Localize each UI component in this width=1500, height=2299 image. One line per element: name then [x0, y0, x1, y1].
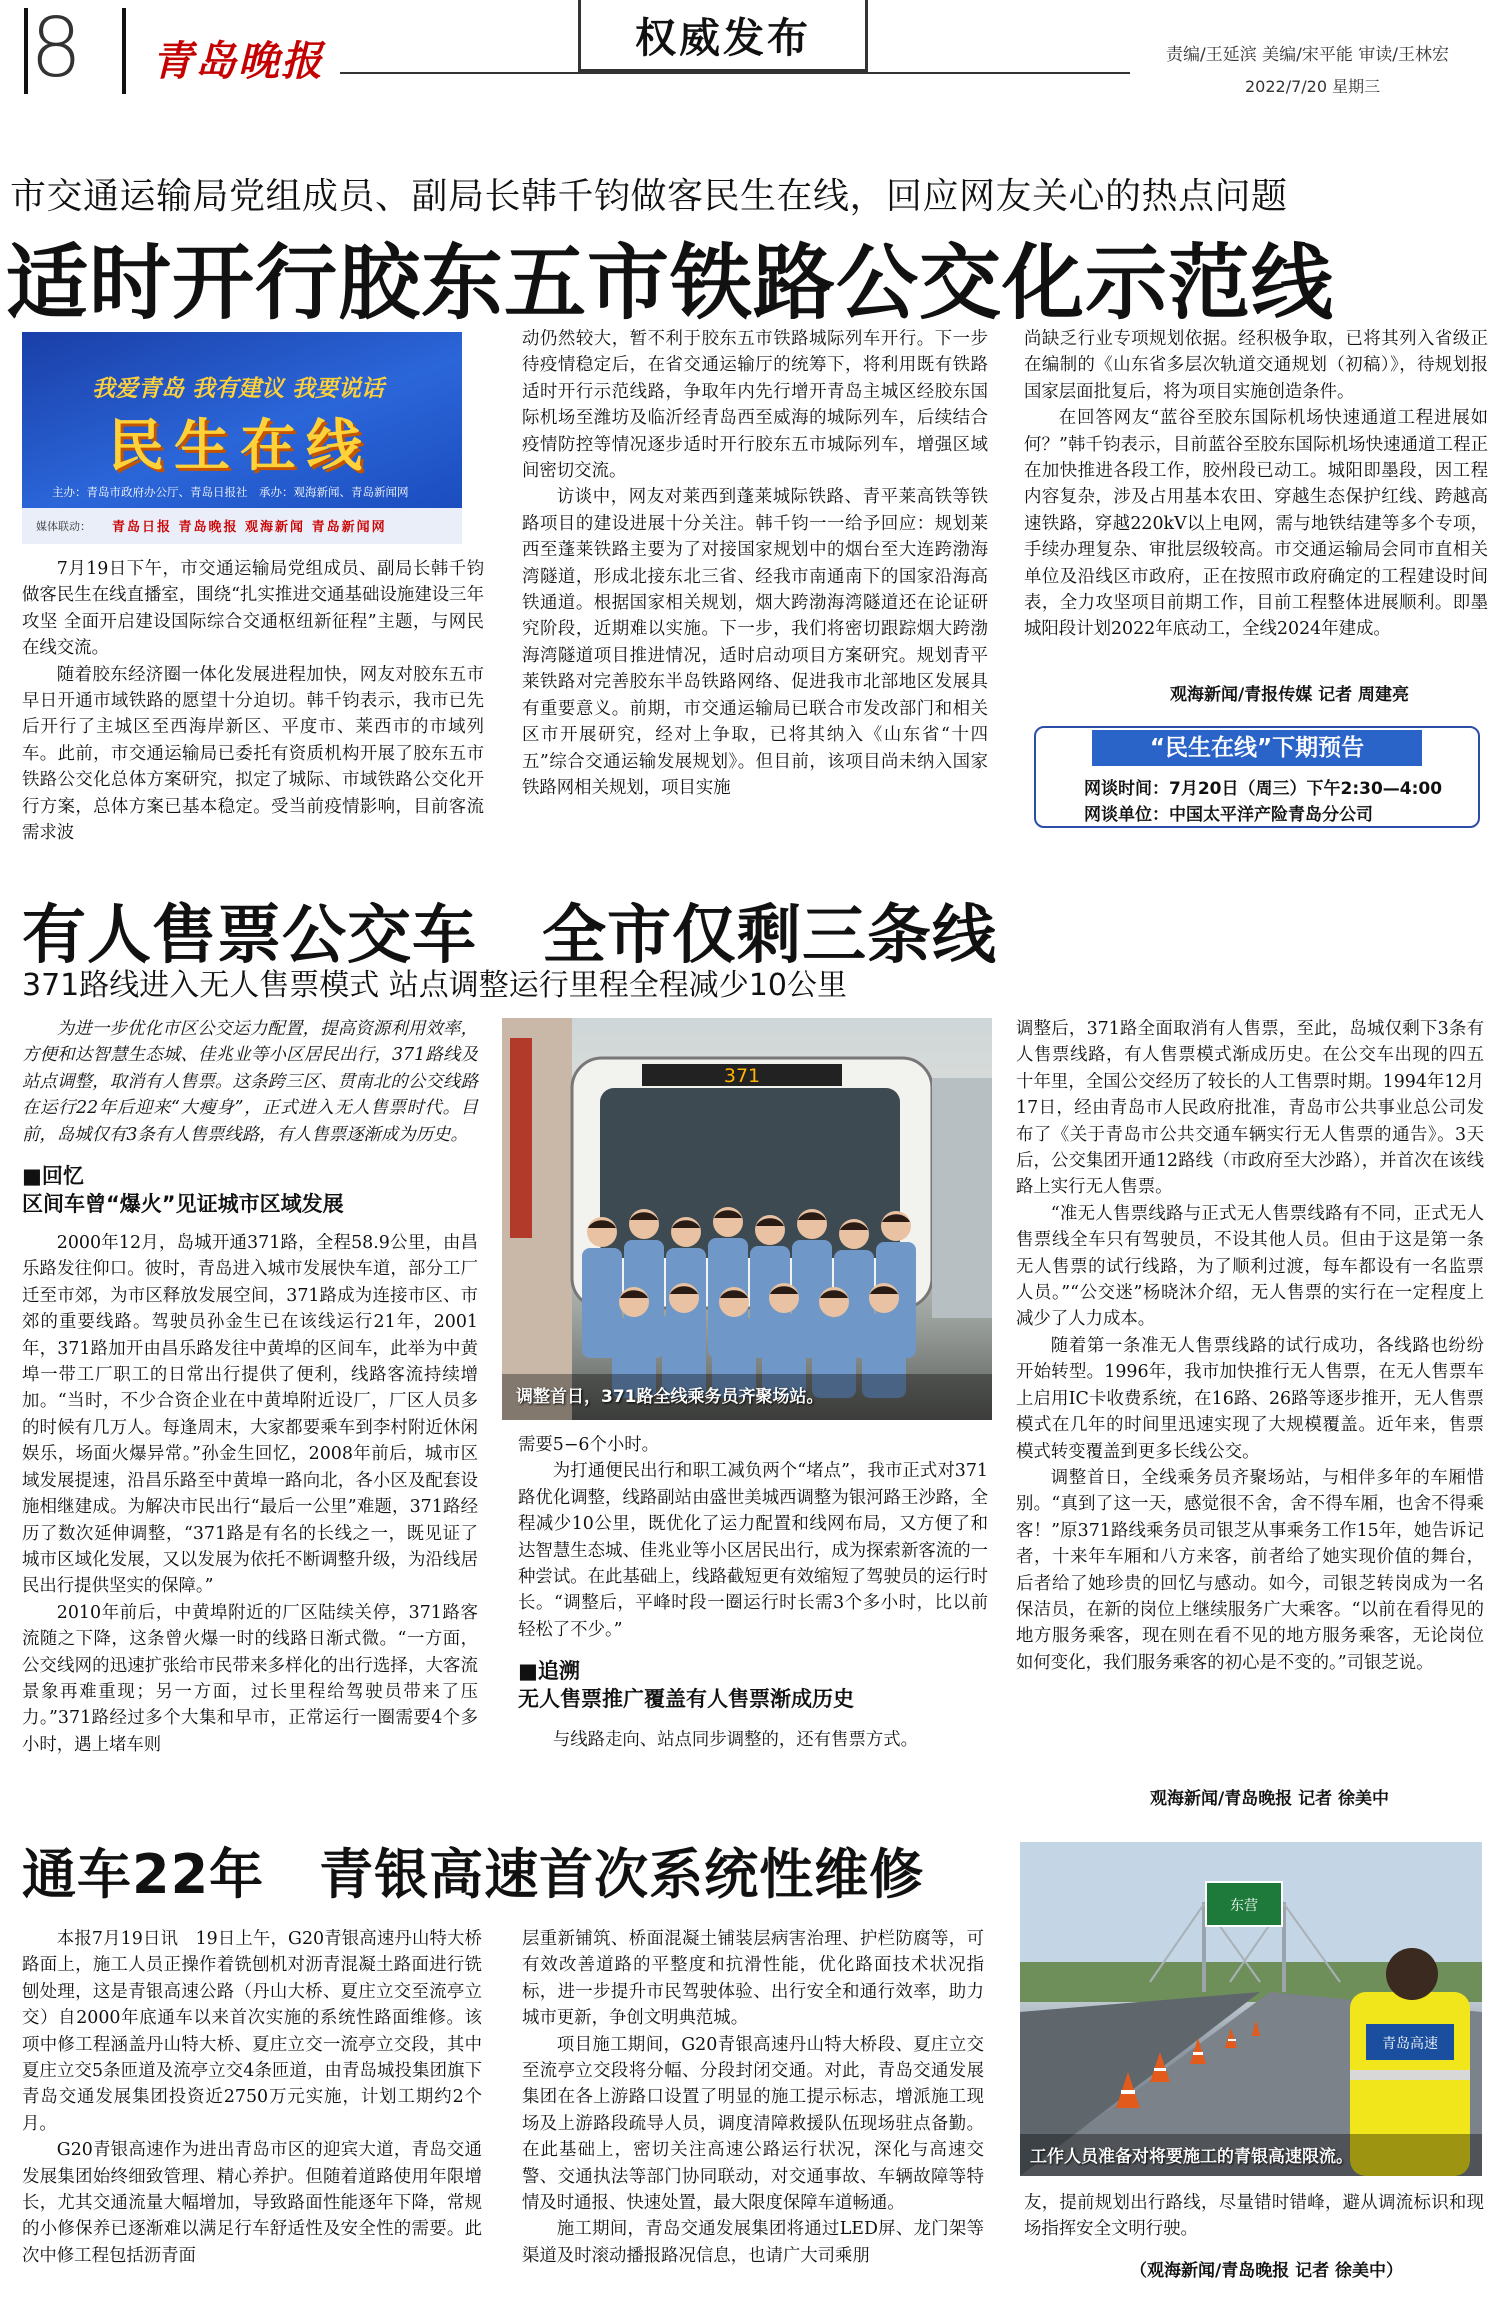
- article2-subhead: 371路线进入无人售票模式 站点调整运行里程全程减少10公里: [22, 968, 847, 1003]
- paragraph: 需要5−6个小时。: [518, 1435, 660, 1455]
- banner-slogan: 我爱青岛 我有建议 我要说话: [92, 376, 385, 402]
- highway-photo: [1020, 1842, 1482, 2176]
- banner-title: 民生在线: [108, 414, 372, 479]
- paragraph: 随着胶东经济圈一体化发展进程加快，网友对胶东五市早日开通市域铁路的愿望十分迫切。韩千钧表示，我市已先后开行了主城区至西海岸新区、平度市、莱西市的市域列车。此前，市交通运输局已委托有资质机构开展了胶东五市铁路公交化总体方案研究，拟定了城际、市域铁路公交化开行方案，总体方案已基本稳定。受当前疫情影响，目前客流需求波: [22, 664, 484, 844]
- bus-illustration: [502, 1018, 992, 1420]
- paragraph: 2010年前后，中黄埠附近的厂区陆续关停，371路客流随之下降，这条曾火爆一时的线路日渐式微。“一方面，公交线网的迅速扩张给市民带来多样化的出行选择，大客流景象再难重现；另一方面，过长里程给驾驶员带来了压力。”371路经过多个大集和早市，正常运行一圈需要4个多小时，遇上堵车则: [22, 1602, 478, 1755]
- header-rule: [340, 72, 1130, 74]
- article3-column-3: [1024, 2190, 1484, 2243]
- article2-column-3: [1016, 1016, 1484, 1676]
- paragraph: 2000年12月，岛城开通371路，全程58.9公里，由昌乐路发往仰口。彼时，青岛进入城市发展快车道，部分工厂迁至市郊，为市区释放发展空间，371路成为连接市区、市郊的重要线路。驾驶员孙金生已在该线运行21年，2001年，371路加开由昌乐路发往中黄埠的区间车，此举为中黄埠一带工厂职工的日常出行提供了便利，线路客流持续增加。“当时，不少合资企业在中黄埠附近设厂，厂区人员多的时候有几万人。每逢周末，大家都要乘车到李村附近休闲娱乐，场面火爆异常。”孙金生回忆，2008年前后，城市区域发展提速，沿昌乐路至中黄埠一路向北，各小区及配套设施相继建成。为解决市民出行“最后一公里”难题，371路经历了数次延伸调整，“371路是有名的长线之一，既见证了城市区域化发展，又以发展为依托不断调整升级，为沿线居民出行提供坚实的保障。”: [22, 1233, 478, 1597]
- editor-credits: 责编/王延滨 美编/宋平能 审读/王林宏: [1166, 45, 1449, 65]
- preview-unit: 网谈单位：中国太平洋产险青岛分公司: [1084, 805, 1373, 825]
- section-marker: ■回忆: [22, 1164, 84, 1189]
- bus-route-number: 371: [723, 1065, 761, 1087]
- paragraph: 为打通便民出行和职工减负两个“堵点”，我市正式对371路优化调整，线路副站由盛世美城西调整为银河路王沙路，全程减少10公里，既优化了运力配置和线网布局，又方便了和达智慧生态城、佳兆业等小区居民出行，成为探索新客流的一种尝试。在此基础上，线路截短更有效缩短了驾驶员的运行时长。“调整后，平峰时段一圈运行时长需3个多小时，比以前轻松了不少。”: [518, 1461, 988, 1640]
- article1-column-2: [522, 326, 988, 801]
- article2-column-2: [518, 1432, 988, 1754]
- highway-sign-text: 东营: [1230, 1898, 1258, 1914]
- article2-column-1: [22, 1016, 478, 1758]
- section-title: 权威发布: [578, 0, 868, 72]
- article3-column-2: [522, 1926, 984, 2269]
- article3-headline: 通车22年 青银高速首次系统性维修: [22, 1843, 925, 1906]
- article1-kicker: 市交通运输局党组成员、副局长韩千钧做客民生在线，回应网友关心的热点问题: [10, 176, 1288, 217]
- highway-photo-caption: 工作人员准备对将要施工的青银高速限流。: [1030, 2147, 1353, 2167]
- paragraph: “准无人售票线路与正式无人售票线路有不同，正式无人售票线全车只有驾驶员，不设其他人员。但由于这是第一条无人售票的试行线路，为了顺利过渡，每车都设有一名监票人员。”“公交迷”杨晓沐介绍，无人售票的实行在一定程度上减少了人力成本。: [1016, 1203, 1484, 1330]
- paragraph: 本报7月19日讯 19日上午，G20青银高速丹山特大桥路面上，施工人员正操作着铣刨机对沥青混凝土路面进行铣刨处理，这是青银高速公路（丹山大桥、夏庄立交至流亭立交）自2000年底通车以来首次实施的系统性路面维修。该项中修工程涵盖丹山特大桥、夏庄立交一流亭立交段，其中夏庄立交5条匝道及流亭立交4条匝道，由青岛城投集团旗下青岛交通发展集团投资近2750万元实施，计划工期约2个月。: [22, 1929, 482, 2134]
- banner-media-logos: 青岛日报 青岛晚报 观海新闻 青岛新闻网: [112, 520, 387, 535]
- highway-illustration: [1020, 1842, 1482, 2176]
- paragraph: 层重新铺筑、桥面混凝土铺装层病害治理、护栏防腐等，可有效改善道路的平整度和抗滑性能，优化路面技术状况指标，进一步提升市民驾驶体验、出行安全和通行效率，助力城市更新，争创文明典范城。: [522, 1929, 984, 2029]
- article1-headline: 适时开行胶东五市铁路公交化示范线: [6, 236, 1335, 331]
- article1-column-1: [22, 556, 484, 846]
- section-marker: ■追溯: [518, 1659, 580, 1684]
- bus-photo-caption: 调整首日，371路全线乘务员齐聚场站。: [516, 1387, 824, 1407]
- banner-hosts: 主办：青岛市政府办公厅、青岛日报社 承办：观海新闻、青岛新闻网: [52, 485, 409, 499]
- article1-credit: 观海新闻/青报传媒 记者 周建亮: [1170, 685, 1410, 705]
- page-number-rule-left: [24, 8, 28, 94]
- paragraph: G20青银高速作为进出青岛市区的迎宾大道，青岛交通发展集团始终细致管理、精心养护。但随着道路使用年限增长，尤其交通流量大幅增加，导致路面性能逐年下降，常规的小修保养已逐渐难以满足行车舒适性及安全性的需要。此次中修工程包括沥青面: [22, 2140, 482, 2266]
- preview-title: “民生在线”下期预告: [1092, 730, 1422, 766]
- vest-label: 青岛高速: [1382, 2036, 1438, 2052]
- section-subtitle: 无人售票推广覆盖有人售票渐成历史: [518, 1687, 854, 1712]
- paragraph: 在回答网友“蓝谷至胶东国际机场快速通道工程进展如何？”韩千钧表示，目前蓝谷至胶东国际机场快速通道工程正在加快推进各段工作，胶州段已动工。城阳即墨段，因工程内容复杂，涉及占用基本农田、穿越生态保护红线、跨越高速铁路，穿越220kV以上电网，需与地铁结建等多个专项，手续办理复杂、审批层级较高。市交通运输局会同市直相关单位及沿线区市政府，正在按照市政府确定的工程建设时间表，全力攻坚项目前期工作，目前工程整体进展顺利。即墨城阳段计划2022年底动工，全线2024年建成。: [1024, 408, 1488, 640]
- paragraph: 调整后，371路全面取消有人售票，至此，岛城仅剩下3条有人售票线路，有人售票模式渐成历史。在公交车出现的四五十年里，全国公交经历了较长的人工售票时期。1994年12月17日，经由青岛市人民政府批准，青岛市公共事业总公司发布了《关于青岛市公共交通车辆实行无人售票的通告》。3天后，公交集团开通12路线（市政府至大沙路），并首次在该线路上实行无人售票。: [1016, 1019, 1484, 1198]
- paragraph: 尚缺乏行业专项规划依据。经积极争取，已将其列入省级正在编制的《山东省多层次轨道交通规划（初稿）》，待规划报国家层面批复后，将为项目实施创造条件。: [1024, 329, 1488, 402]
- paragraph: 项目施工期间，G20青银高速丹山特大桥段、夏庄立交至流亭立交段将分幅、分段封闭交通。对此，青岛交通发展集团在各上游路口设置了明显的施工提示标志，增派施工现场及上游路段疏导人员，调度清障救援队伍现场驻点备勤。在此基础上，密切关注高速公路运行状况，深化与高速交警、交通执法等部门协同联动，对交通事故、车辆故障等特情及时通报、快速处置，最大限度保障车道畅通。: [522, 2034, 984, 2214]
- article2-headline: 有人售票公交车 全市仅剩三条线: [22, 899, 997, 973]
- article2-credit: 观海新闻/青岛晚报 记者 徐美中: [1150, 1789, 1390, 1809]
- section-subtitle: 区间车曾“爆火”见证城市区域发展: [22, 1192, 344, 1217]
- page-number: 8: [30, 1, 83, 96]
- minsheng-online-banner: [22, 332, 462, 544]
- paragraph: 动仍然较大，暂不利于胶东五市铁路城际列车开行。下一步待疫情稳定后，在省交通运输厅的统筹下，将利用既有铁路适时开行示范线路，争取年内先行增开青岛主城区经胶东国际机场至潍坊及临沂经青岛西至威海的城际列车，后续结合疫情防控等情况逐步适时开行胶东五市城际列车，增强区域间密切交流。: [522, 329, 988, 482]
- preview-time: 网谈时间：7月20日（周三）下午2:30—4:00: [1084, 779, 1443, 799]
- paragraph: 施工期间，青岛交通发展集团将通过LED屏、龙门架等渠道及时滚动播报路况信息，也请广大司乘朋: [522, 2219, 984, 2266]
- newspaper-logo: 青岛晚报: [152, 37, 324, 85]
- paragraph: 调整首日，全线乘务员齐聚场站，与相伴多年的车厢惜别。“真到了这一天，感觉很不舍，舍不得车厢，也舍不得乘客！”原371路线乘务员司银芝从事乘务工作15年，她告诉记者，十来年车厢和八方来客，前者给了她实现价值的舞台，后者给了她珍贵的回忆与感动。如今，司银芝转岗成为一名保洁员，在新的岗位上继续服务广大乘客。“以前在看得见的地方服务乘客，现在则在看不见的地方服务乘客，无论岗位如何变化，我们服务乘客的初心是不变的。”司银芝说。: [1016, 1467, 1484, 1673]
- paragraph: 访谈中，网友对莱西到蓬莱城际铁路、青平莱高铁等铁路项目的建设进展十分关注。韩千钧一一给予回应：规划莱西至蓬莱铁路主要为了对接国家规划中的烟台至大连跨渤海湾隧道，形成北接东北三省、经我市南通南下的国家沿海高铁通道。根据国家相关规划，烟大跨渤海湾隧道还在论证研究阶段，近期难以实施。下一步，我们将密切跟踪烟大跨渤海湾隧道项目推进情况，适时启动项目方案研究。规划青平莱铁路对完善胶东半岛铁路网络、促进我市北部地区发展具有重要意义。前期，市交通运输局已联合市发改部门和相关区市开展研究，经对上争取，已将其纳入《山东省“十四五”综合交通运输发展规划》。但目前，该项目尚未纳入国家铁路网相关规划，项目实施: [522, 487, 988, 798]
- banner-media-label: 媒体联动：: [36, 520, 91, 533]
- paragraph: 友，提前规划出行路线，尽量错时错峰，避从调流标识和现场指挥安全文明行驶。: [1024, 2193, 1484, 2240]
- page-number-rule-right: [122, 8, 126, 94]
- article1-column-3: [1024, 326, 1488, 643]
- issue-date: 2022/7/20 星期三: [1245, 77, 1381, 96]
- article3-column-1: [22, 1926, 482, 2269]
- paragraph: 随着第一条准无人售票线路的试行成功，各线路也纷纷开始转型。1996年，我市加快推行无人售票，在无人售票车上启用IC卡收费系统，在16路、26路等逐步推开，无人售票模式在几年的时间里迅速实现了大规模覆盖。近年来，售票模式转变覆盖到更多长线公交。: [1016, 1335, 1484, 1462]
- bus-staff-photo: [502, 1018, 992, 1420]
- lead-paragraph: 为进一步优化市区公交运力配置，提高资源利用效率，方便和达智慧生态城、佳兆业等小区居民出行，371路线及站点调整，取消有人售票。这条跨三区、贯南北的公交线路在运行22年后迎来“大瘦身”，正式进入无人售票时代。目前，岛城仅有3条有人售票线路，有人售票逐渐成为历史。: [22, 1019, 478, 1145]
- paragraph: 7月19日下午，市交通运输局党组成员、副局长韩千钧做客民生在线直播室，围绕“扎实推进交通基础设施建设三年攻坚 全面开启建设国际综合交通枢纽新征程”主题，与网民在线交流。: [22, 559, 484, 659]
- paragraph: 与线路走向、站点同步调整的，还有售票方式。: [552, 1730, 919, 1751]
- article3-credit: （观海新闻/青岛晚报 记者 徐美中）: [1130, 2261, 1404, 2281]
